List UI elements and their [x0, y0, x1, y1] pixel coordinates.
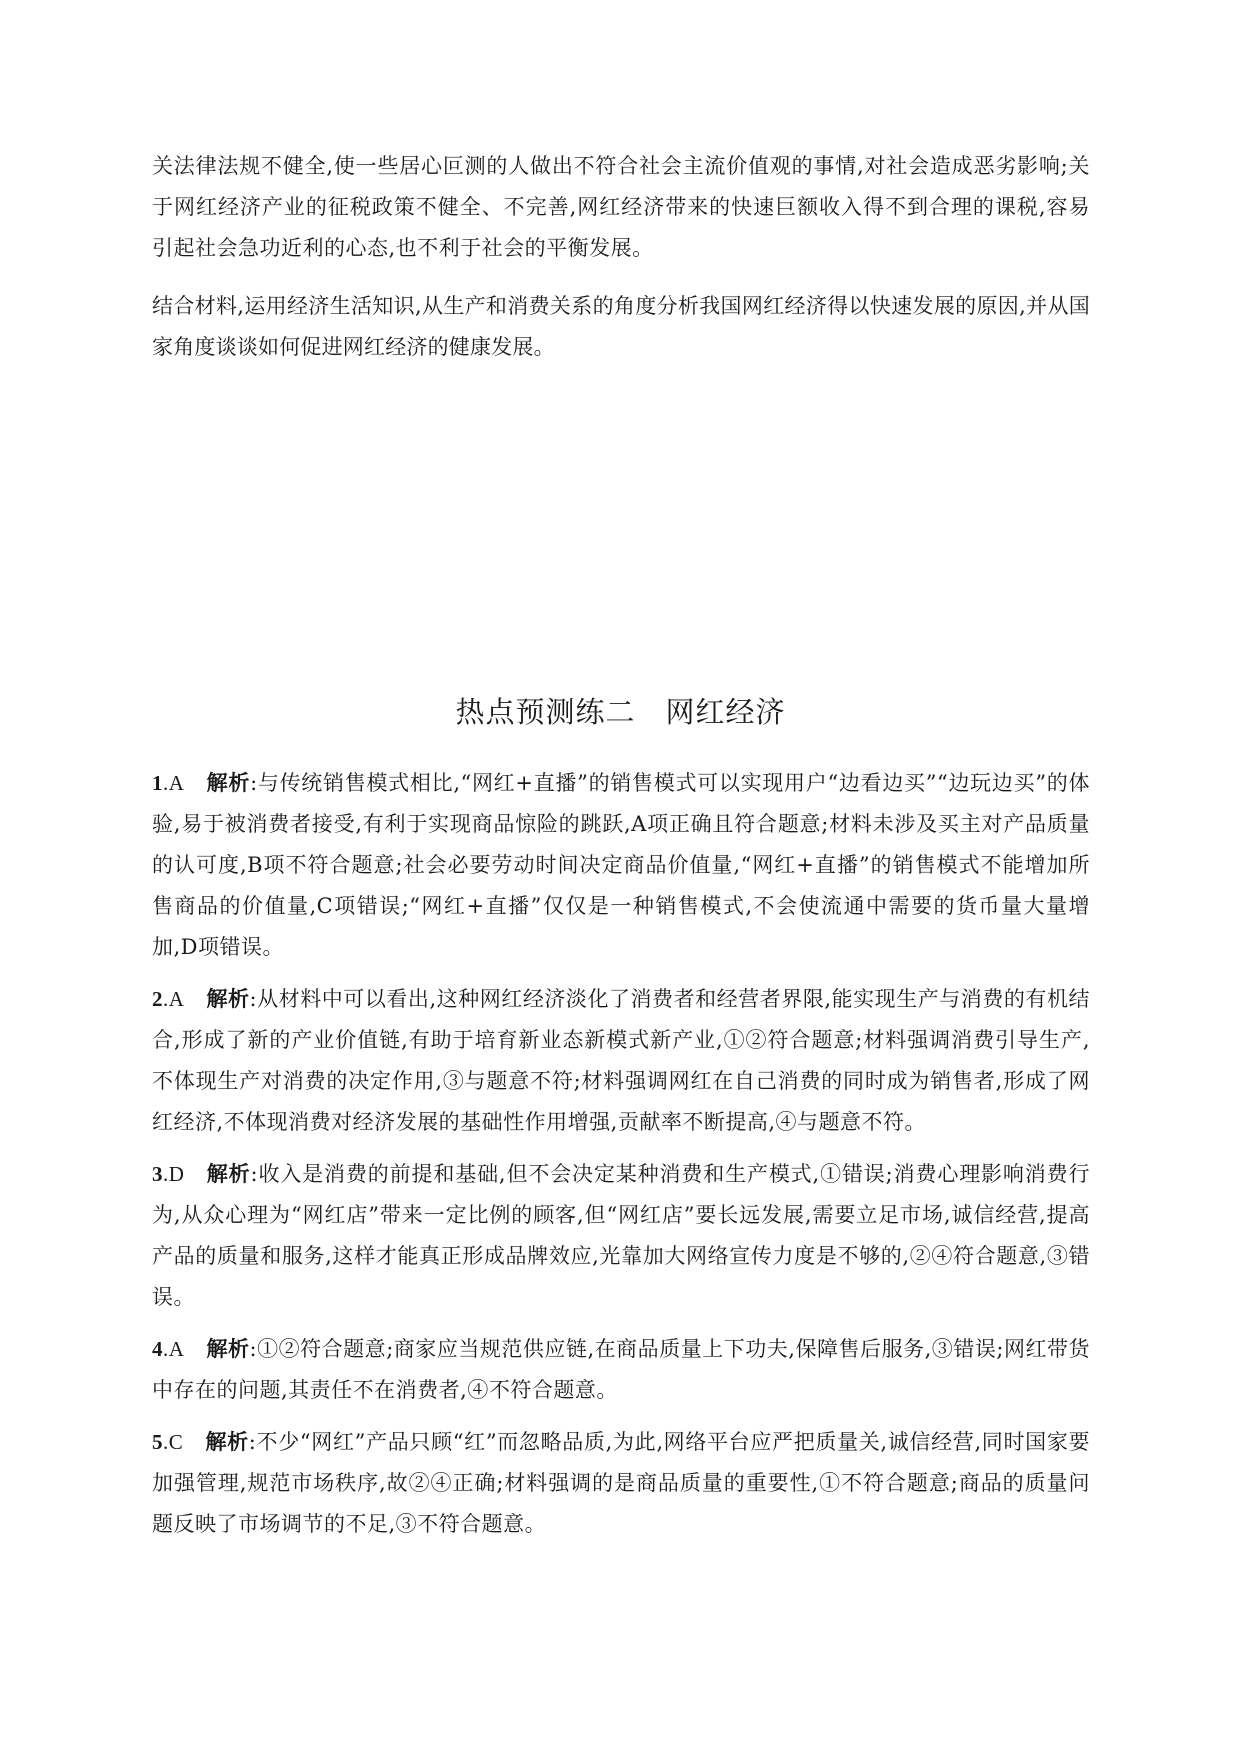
answer-item — [152, 1153, 1090, 1318]
answer-list — [152, 762, 1090, 1555]
analysis-label: 解析 — [206, 1336, 250, 1361]
answer-item — [152, 762, 1090, 968]
analysis-text: :不少“网红”产品只顾“红”而忽略品质,为此,网络平台应严把质量关,诚信经营,同时国家要加强管理,规范市场秩序,故②④正确;材料强调的是商品质量的重要性,①不符合题意;商品的质量问题反映了市场调节的不足,③不符合题意。 — [152, 1430, 1091, 1536]
question-prompt — [152, 286, 1090, 368]
answer-number: 4 — [152, 1337, 163, 1361]
answer-number: 2 — [152, 987, 163, 1011]
answer-key: .C — [163, 1430, 184, 1454]
answer-item — [152, 1328, 1090, 1411]
material-continuation — [152, 146, 1090, 269]
section-title: 热点预测练二 网红经济 — [455, 695, 786, 729]
analysis-text: :①②符合题意;商家应当规范供应链,在商品质量上下功夫,保障售后服务,③错误;网红带货中存在的问题,其责任不在消费者,④不符合题意。 — [152, 1337, 1091, 1402]
analysis-text: :收入是消费的前提和基础,但不会决定某种消费和生产模式,①错误;消费心理影响消费行为,从众心理为“网红店”带来一定比例的顾客,但“网红店”要长远发展,需要立足市场,诚信经营,提高产品的质量和服务,这样才能真正形成品牌效应,光靠加大网络宣传力度是不够的,②④符合题意,③错误。 — [152, 1162, 1091, 1309]
answer-number: 1 — [152, 771, 163, 795]
analysis-label: 解析 — [206, 770, 251, 795]
answer-number: 5 — [152, 1430, 163, 1454]
answer-item — [152, 1421, 1090, 1545]
answer-key: .A — [163, 771, 185, 795]
analysis-text: :与传统销售模式相比,“网红+直播”的销售模式可以实现用户“边看边买”“边玩边买”的体验,易于被消费者接受,有利于实现商品惊险的跳跃,A项正确且符合题意;材料未涉及买主对产品质量的认可度,B项不符合题意;社会必要劳动时间决定商品价值量,“网红+直播”的销售模式不能增加所售商品的价值量,C项错误;“网红+直播”仅仅是一种销售模式,不会使流通中需要的货币量大量增加,D项错误。 — [152, 771, 1090, 959]
analysis-label: 解析 — [206, 1161, 251, 1186]
analysis-text: :从材料中可以看出,这种网红经济淡化了消费者和经营者界限,能实现生产与消费的有机结合,形成了新的产业价值链,有助于培育新业态新模式新产业,①②符合题意;材料强调消费引导生产,不体现生产对消费的决定作用,③与题意不符;材料强调网红在自己消费的同时成为销售者,形成了网红经济,不体现消费对经济发展的基础性作用增强,贡献率不断提高,④与题意不符。 — [152, 987, 1090, 1134]
answer-key: .A — [163, 987, 185, 1011]
material-paragraph: 关法律法规不健全,使一些居心叵测的人做出不符合社会主流价值观的事情,对社会造成恶劣影响;关于网红经济产业的征税政策不健全、不完善,网红经济带来的快速巨额收入得不到合理的课税,容易引起社会急功近利的心态,也不利于社会的平衡发展。 — [152, 154, 1091, 260]
analysis-label: 解析 — [205, 1429, 249, 1454]
question-paragraph: 结合材料,运用经济生活知识,从生产和消费关系的角度分析我国网红经济得以快速发展的原因,并从国家角度谈谈如何促进网红经济的健康发展。 — [152, 294, 1090, 359]
answer-item — [152, 978, 1090, 1143]
answer-number: 3 — [152, 1162, 163, 1186]
answer-key: .D — [163, 1162, 185, 1186]
analysis-label: 解析 — [206, 986, 250, 1011]
answer-key: .A — [163, 1337, 185, 1361]
